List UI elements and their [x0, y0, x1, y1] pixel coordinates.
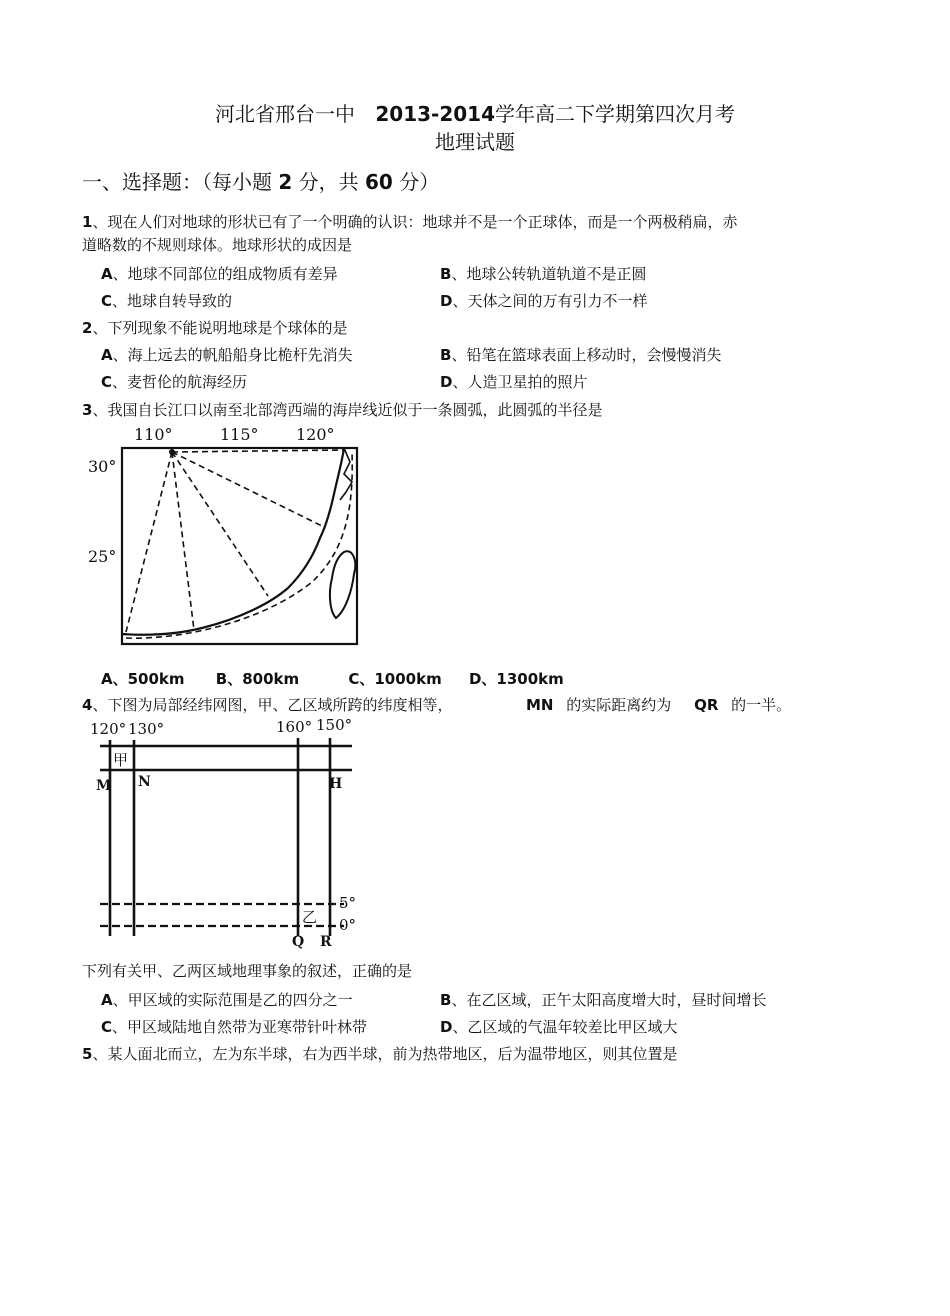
q4-option-a[interactable] [101, 989, 353, 1010]
option-letter: B [215, 670, 228, 688]
q2-option-c[interactable] [101, 371, 247, 392]
map-lon-label-110: 110° [134, 425, 173, 444]
option-text: 、乙区域的气温年较差比甲区域大 [452, 1018, 678, 1036]
exam-school: 河北省邢台一中 [215, 102, 355, 126]
question-4-stem [82, 694, 452, 715]
q1-option-b[interactable] [440, 263, 646, 284]
map-lon-label-115: 115° [220, 425, 259, 444]
region-jia: 甲 [113, 751, 129, 769]
point-q: Q [292, 934, 305, 950]
q4-option-b[interactable] [440, 989, 766, 1010]
q3-options [101, 668, 564, 689]
map-lon-label-120: 120° [296, 425, 335, 444]
option-text: 、甲区域的实际范围是乙的四分之一 [112, 991, 353, 1009]
question-number: 3 [82, 401, 93, 419]
region-yi: 乙 [302, 908, 318, 926]
lat-lon-grid-map [82, 714, 372, 954]
taiwan-island [330, 551, 355, 618]
question-1-stem-2: 道略数的不规则球体。地球形状的成因是 [82, 236, 353, 254]
question-text: 、下图为局部经纬网图，甲、乙区域所跨的纬度相等， [92, 696, 453, 714]
q2-option-b[interactable] [440, 344, 721, 365]
option-letter: D [440, 1018, 453, 1036]
point-m: M [96, 778, 112, 794]
option-text: 、天体之间的万有引力不一样 [452, 292, 648, 310]
question-text: 、我国自长江口以南至北部湾西端的海岸线近似于一条圆弧，此圆弧的半径是 [92, 401, 603, 419]
grid-lat-0: 0° [339, 916, 357, 934]
q1-option-d[interactable] [440, 290, 647, 311]
option-text: 、500km [112, 670, 185, 688]
option-letter: C [101, 373, 113, 391]
point-h: H [329, 776, 343, 792]
option-letter: B [440, 346, 452, 364]
q3-option-c[interactable] [348, 670, 441, 688]
segment-qr: QR [694, 696, 719, 714]
section-title-c: 分） [399, 170, 440, 194]
question-3-stem [82, 399, 602, 420]
q1-option-a[interactable] [101, 263, 338, 284]
option-letter: B [440, 265, 452, 283]
parallels [100, 746, 352, 770]
option-letter: D [440, 292, 453, 310]
option-text: 、人造卫星拍的照片 [452, 373, 588, 391]
option-text: 、1000km [359, 670, 442, 688]
option-text: 、地球自转导致的 [112, 292, 233, 310]
grid-lon-150: 150° [316, 716, 353, 734]
exam-term: 学年高二下学期第四次月考 [495, 102, 735, 126]
question-number: 2 [82, 319, 93, 337]
grid-lon-160: 160° [276, 718, 313, 736]
grid-lat-5: 5° [339, 894, 357, 912]
option-text: 、麦哲伦的航海经历 [112, 373, 248, 391]
q1-option-c[interactable] [101, 290, 232, 311]
question-number: 1 [82, 213, 93, 231]
map-lat-label-30: 30° [88, 457, 117, 476]
q2-option-a[interactable] [101, 344, 353, 365]
option-letter: A [101, 670, 113, 688]
section-title-b: 分，共 [298, 170, 359, 194]
exam-year: 2013-2014 [375, 102, 495, 126]
meridians [110, 738, 330, 936]
exam-subject: 地理试题 [435, 130, 515, 154]
question-text: 、下列现象不能说明地球是个球体的是 [92, 319, 348, 337]
option-text: 、地球不同部位的组成物质有差异 [112, 265, 338, 283]
map-frame [122, 448, 357, 644]
option-letter: B [440, 991, 452, 1009]
score-each: 2 [278, 170, 293, 194]
question-number: 4 [82, 696, 93, 714]
coastline [122, 448, 344, 635]
question-text-mid: 的实际距离约为 [566, 696, 672, 714]
score-total: 60 [365, 170, 393, 194]
option-text: 、甲区域陆地自然带为亚寒带针叶林带 [112, 1018, 368, 1036]
map-lat-label-25: 25° [88, 547, 117, 566]
grid-lon-130: 130° [128, 720, 165, 738]
question-5-stem [82, 1043, 677, 1064]
exam-title-line1 [0, 98, 950, 127]
question-2-stem [82, 317, 347, 338]
option-letter: D [468, 670, 482, 688]
question-4-stem-2: 下列有关甲、乙两区域地理事象的叙述，正确的是 [82, 962, 413, 980]
question-1-stem [82, 211, 737, 232]
option-letter: C [348, 670, 360, 688]
option-letter: A [101, 991, 113, 1009]
option-text: 、地球公转轨道轨道不是正圆 [451, 265, 647, 283]
section-title-a: 一、选择题：（每小题 [82, 170, 272, 194]
q2-option-d[interactable] [440, 371, 587, 392]
point-n: N [138, 774, 151, 790]
point-r: R [320, 934, 332, 950]
coastline-arc-map [82, 422, 372, 652]
option-letter: D [440, 373, 453, 391]
option-letter: A [101, 346, 113, 364]
segment-mn: MN [526, 696, 554, 714]
question-text-end: 的一半。 [731, 696, 792, 714]
arc-center-point [169, 449, 175, 455]
section-title [82, 166, 439, 195]
option-letter: C [101, 292, 113, 310]
question-text: 、现在人们对地球的形状已有了一个明确的认识：地球并不是一个正球体，而是一个两极稍扁，赤 [92, 213, 738, 231]
option-letter: C [101, 1018, 113, 1036]
question-text: 、某人面北而立，左为东半球，右为西半球，前为热带地区，后为温带地区，则其位置是 [92, 1045, 678, 1063]
option-text: 、海上远去的帆船船身比桅杆先消失 [112, 346, 353, 364]
q4-option-c[interactable] [101, 1016, 367, 1037]
question-number: 5 [82, 1045, 93, 1063]
option-text: 、1300km [481, 670, 564, 688]
q3-option-d[interactable] [469, 670, 564, 688]
q3-option-b[interactable] [216, 670, 299, 688]
option-letter: A [101, 265, 113, 283]
q3-option-a[interactable] [101, 670, 185, 688]
option-text: 、铅笔在篮球表面上移动时，会慢慢消失 [451, 346, 722, 364]
grid-lon-120: 120° [90, 720, 127, 738]
q4-option-d[interactable] [440, 1016, 677, 1037]
question-4-stem-tail [526, 694, 791, 715]
option-text: 、800km [227, 670, 300, 688]
option-text: 、在乙区域，正午太阳高度增大时，昼时间增长 [451, 991, 767, 1009]
